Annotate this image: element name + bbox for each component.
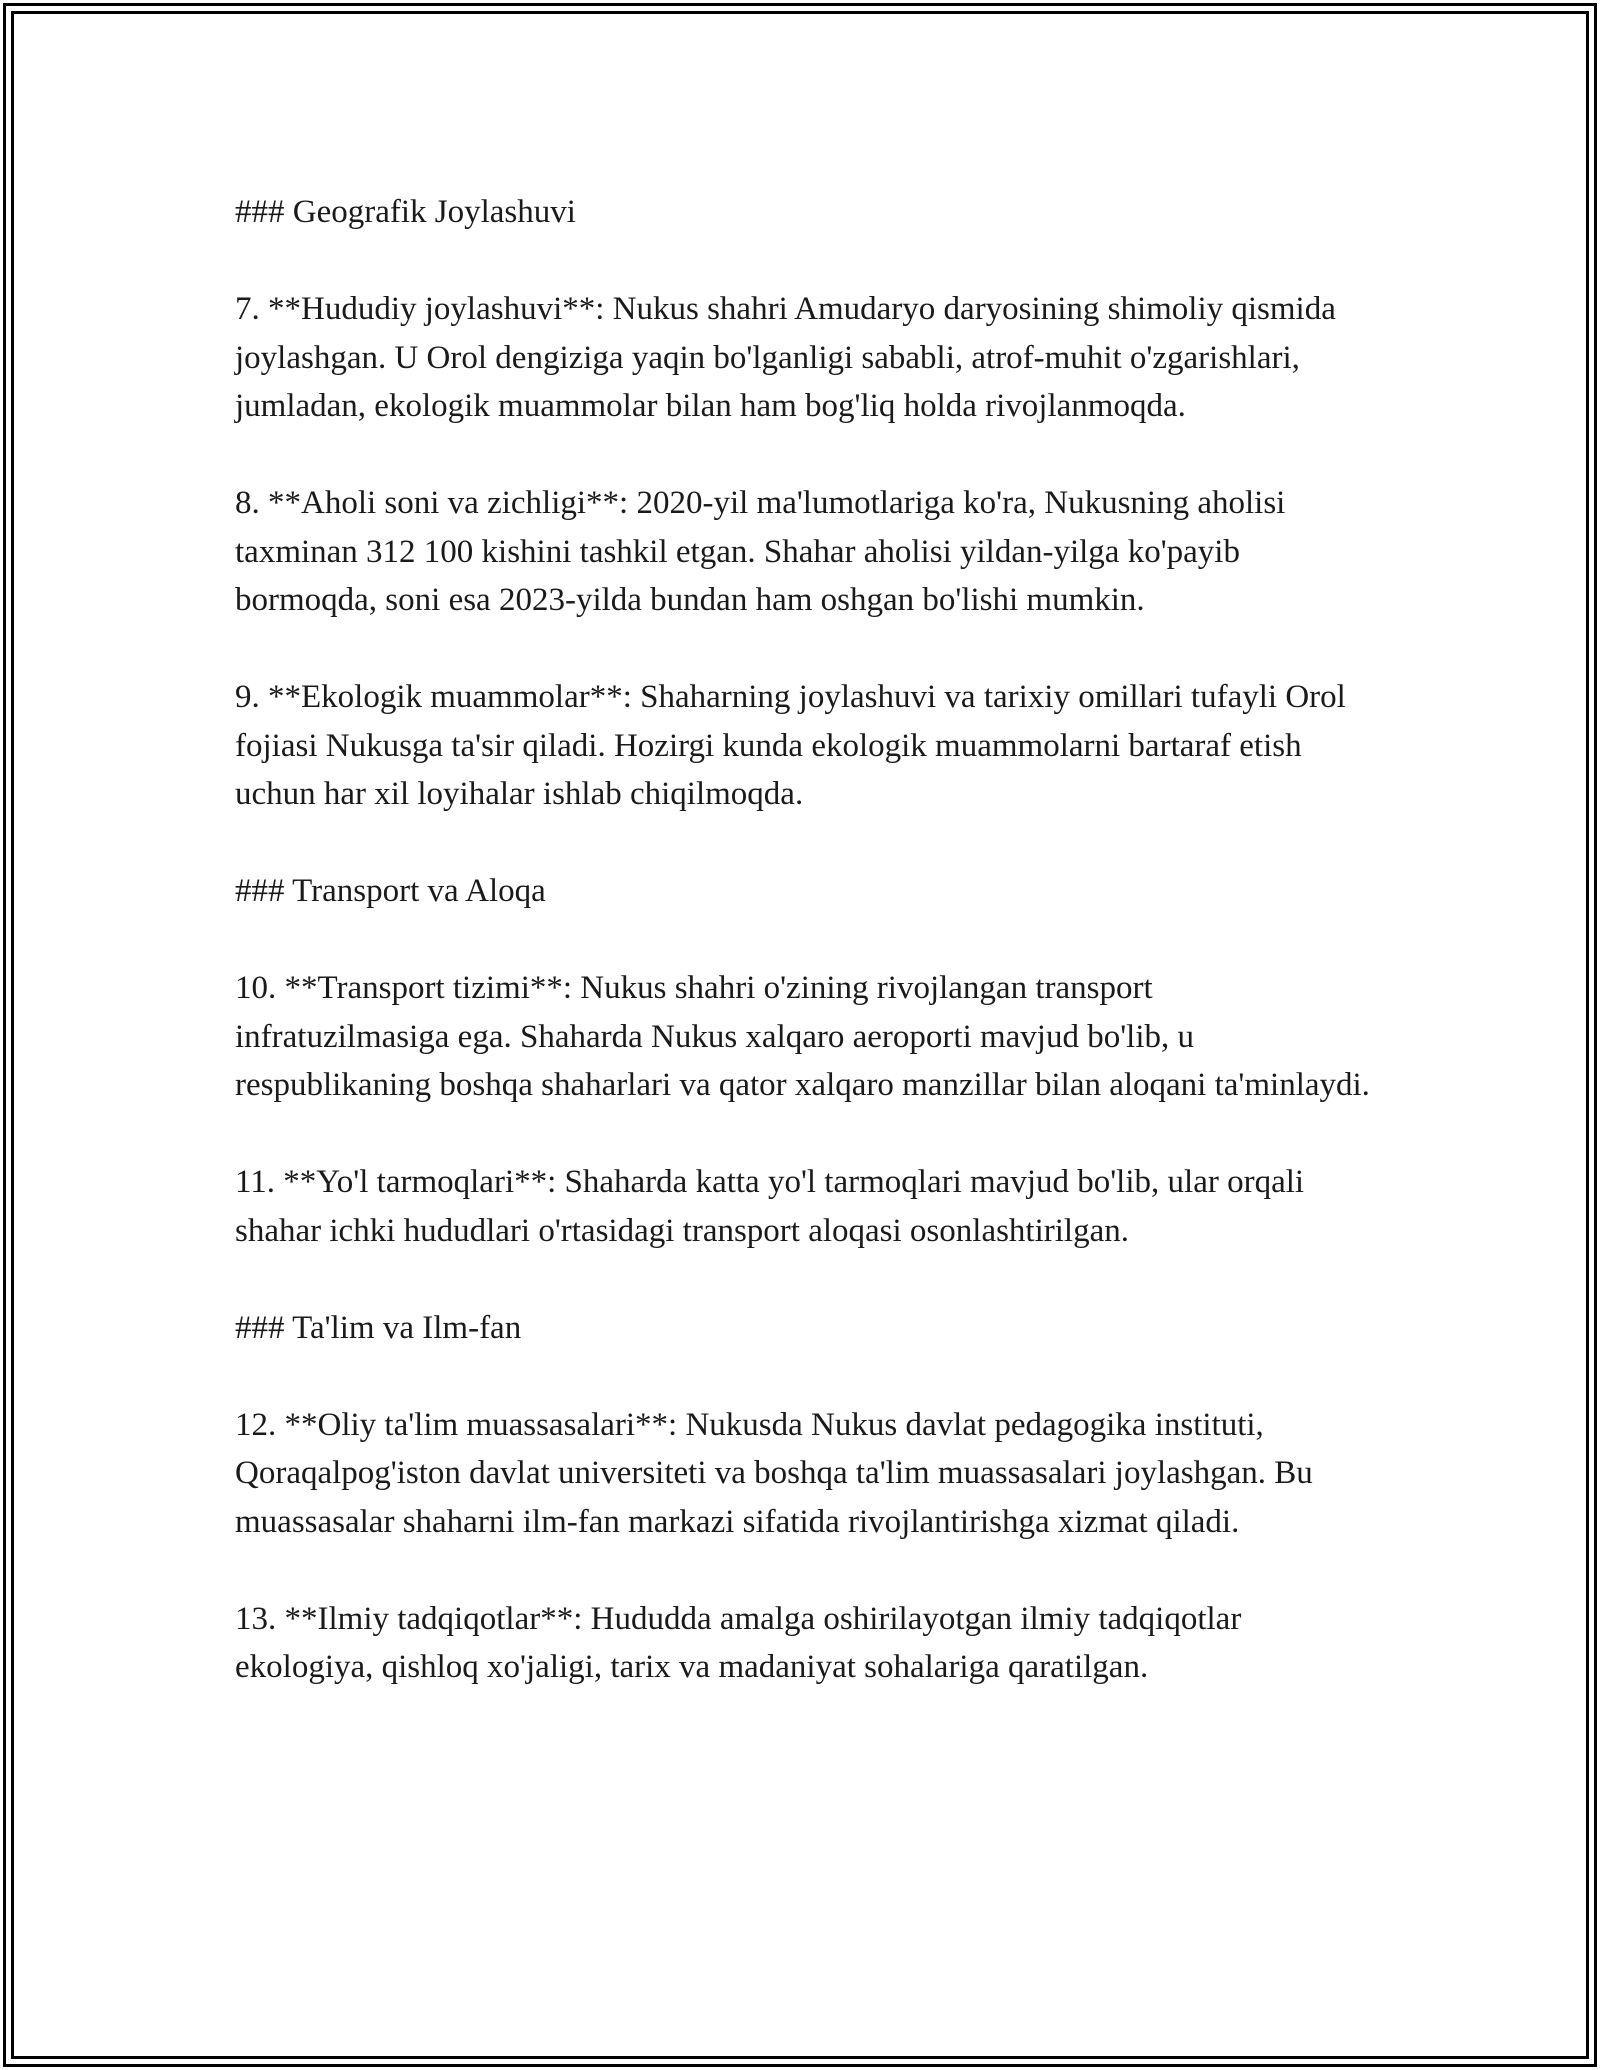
paragraph-item-8: 8. **Aholi soni va zichligi**: 2020-yil ma'lumotlariga ko'ra, Nukusning aholisi taxminan 312 100 kishini tashkil etgan. Shahar aholisi yildan-yilga ko'payib bormoqda, soni esa 2023-yilda bundan ham oshgan bo'lishi mumkin.: [235, 485, 1286, 618]
section-heading-transport: ### Transport va Aloqa: [235, 873, 546, 909]
paragraph-item-10: 10. **Transport tizimi**: Nukus shahri o'zining rivojlangan transport infratuzilmasiga ega. Shaharda Nukus xalqaro aeroporti mavjud bo'lib, u respublikaning boshqa shaharlari va qator xalqaro manzillar bilan aloqani ta'minlaydi.: [235, 970, 1370, 1103]
paragraph-item-11: 11. **Yo'l tarmoqlari**: Shaharda katta yo'l tarmoqlari mavjud bo'lib, ular orqali shahar ichki hududlari o'rtasidagi transport aloqasi osonlashtirilgan.: [235, 1164, 1305, 1249]
section-heading-geography: ### Geografik Joylashuvi: [235, 194, 576, 230]
paragraph-item-13: 13. **Ilmiy tadqiqotlar**: Hududda amalga oshirilayotgan ilmiy tadqiqotlar ekologiya, qishloq xo'jaligi, tarix va madaniyat sohalariga qaratilgan.: [235, 1600, 1242, 1685]
document-body: [235, 188, 1375, 1692]
paragraph-item-7: 7. **Hududiy joylashuvi**: Nukus shahri Amudaryo daryosining shimoliy qismida joylashgan. U Orol dengiziga yaqin bo'lganligi sababli, atrof-muhit o'zgarishlari, jumladan, ekologik muammolar bilan ham bog'liq holda rivojlanmoqda.: [235, 291, 1336, 424]
section-heading-education: ### Ta'lim va Ilm-fan: [235, 1309, 522, 1346]
paragraph-item-9: 9. **Ekologik muammolar**: Shaharning joylashuvi va tarixiy omillari tufayli Orol fojiasi Nukusga ta'sir qiladi. Hozirgi kunda ekologik muammolarni bartaraf etish uchun har xil loyihalar ishlab chiqilmoqda.: [235, 679, 1346, 812]
paragraph-item-12: 12. **Oliy ta'lim muassasalari**: Nukusda Nukus davlat pedagogika instituti, Qoraqalpog'iston davlat universiteti va boshqa ta'lim muassasalari joylashgan. Bu muassasalar shaharni ilm-fan markazi sifatida rivojlantirishga xizmat qiladi.: [235, 1406, 1313, 1540]
